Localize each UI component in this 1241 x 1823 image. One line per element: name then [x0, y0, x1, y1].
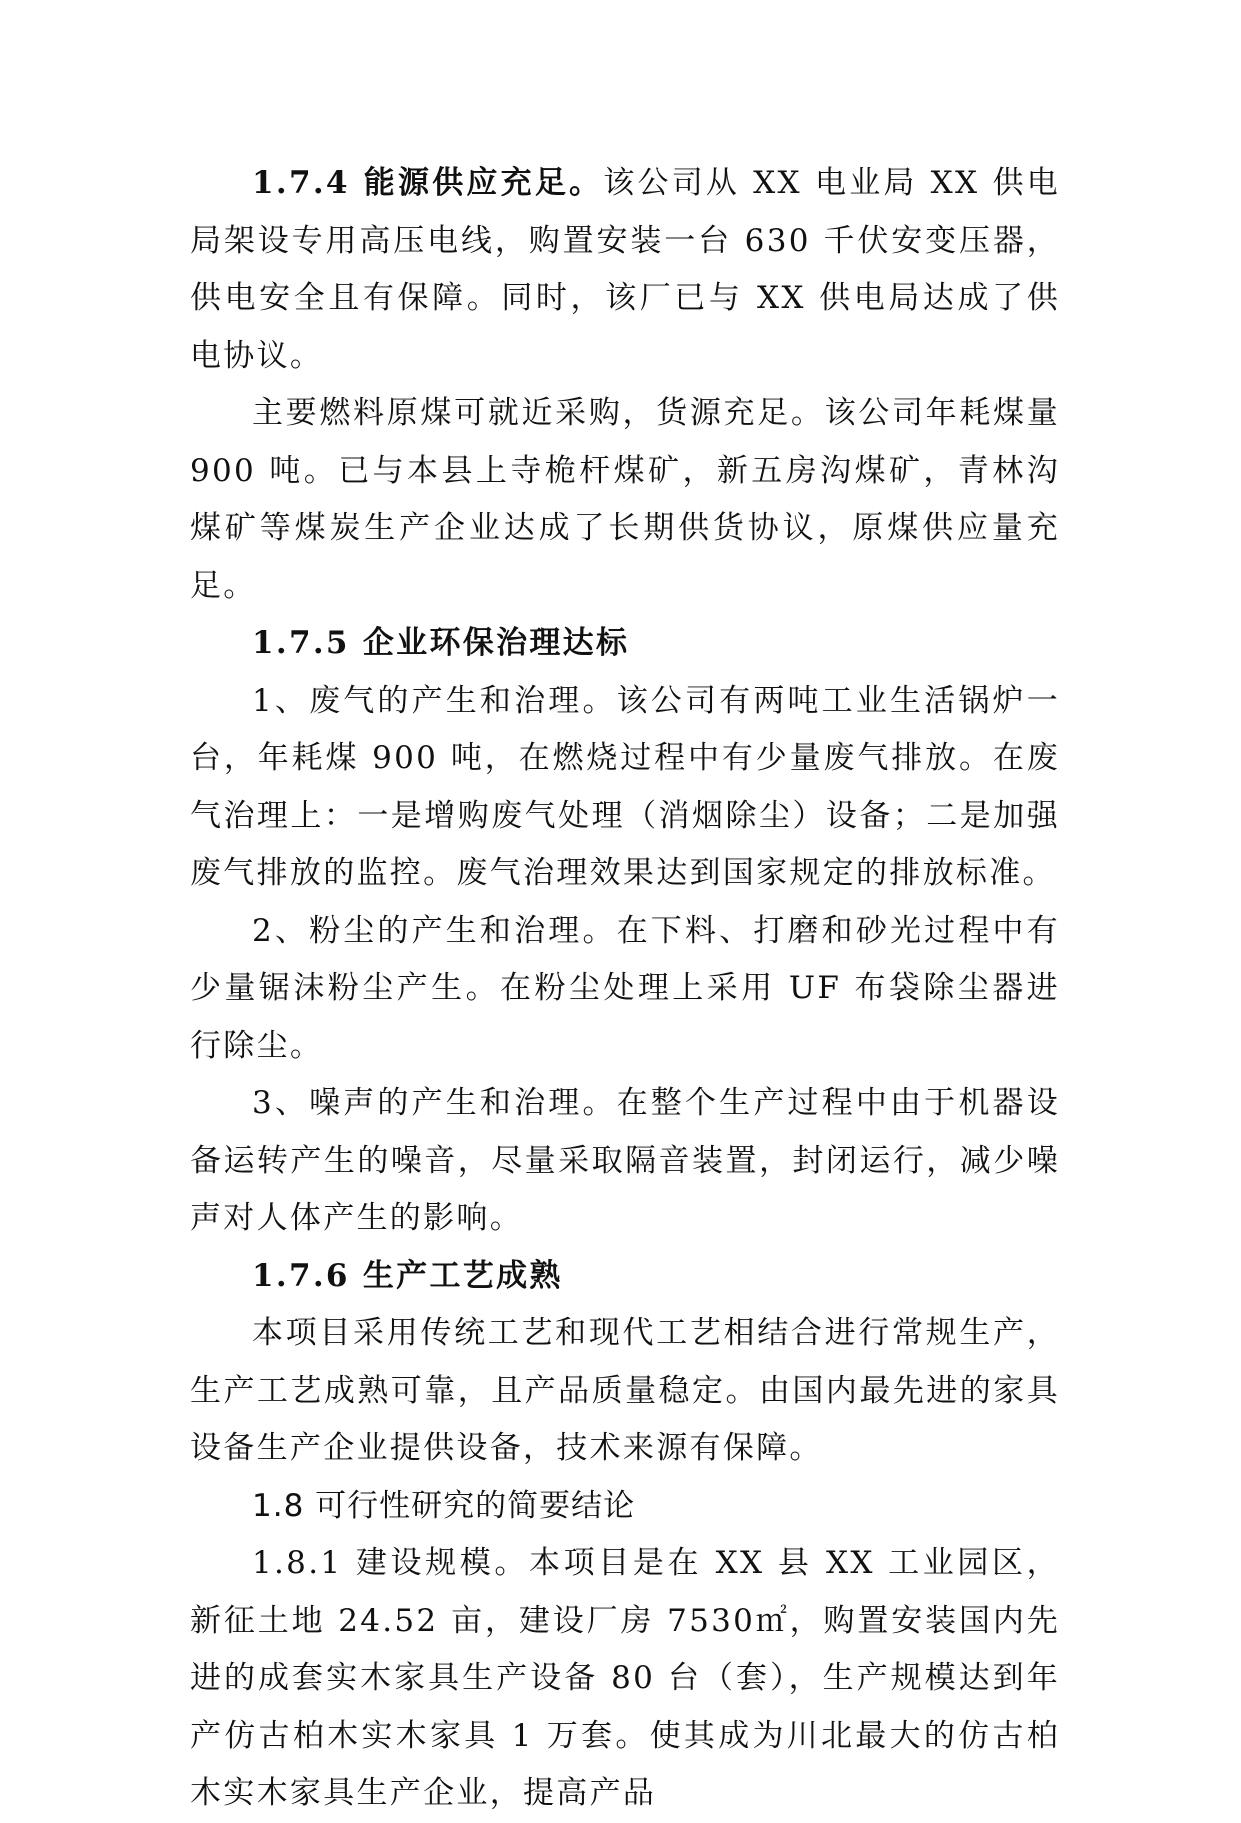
paragraph-energy-supply	[190, 155, 1060, 385]
paragraph-dust: 2、粉尘的产生和治理。在下料、打磨和砂光过程中有少量锯沫粉尘产生。在粉尘处理上采用 UF 布袋除尘器进行除尘。	[190, 912, 1060, 1064]
paragraph-waste-gas: 1、废气的产生和治理。该公司有两吨工业生活锅炉一台，年耗煤 900 吨，在燃烧过程中有少量废气排放。在废气治理上：一是增购废气处理（消烟除尘）设备；二是加强废气排放的监控。废气治理效果达到国家规定的排放标准。	[190, 682, 1060, 891]
paragraph-noise: 3、噪声的产生和治理。在整个生产过程中由于机器设备运转产生的噪音，尽量采取隔音装置，封闭运行，减少噪声对人体产生的影响。	[190, 1085, 1060, 1236]
paragraph-construction-scale: 1.8.1 建设规模。本项目是在 XX 县 XX 工业园区，新征土地 24.52 亩，建设厂房 7530㎡，购置安装国内先进的成套实木家具生产设备 80 台（套），生产规模达到年产仿古柏木实木家具 1 万套。使其成为川北最大的仿古柏木实木家具生产企业，提高产品	[190, 1545, 1060, 1811]
section-1-7-6-heading: 1.7.6 生产工艺成熟	[252, 1257, 563, 1294]
paragraph-coal-supply: 主要燃料原煤可就近采购，货源充足。该公司年耗煤量 900 吨。已与本县上寺桅杆煤矿，新五房沟煤矿，青林沟煤矿等煤炭生产企业达成了长期供货协议，原煤供应量充足。	[190, 395, 1060, 604]
document-page	[190, 155, 1060, 1823]
section-1-7-5-heading: 1.7.5 企业环保治理达标	[252, 625, 630, 661]
paragraph-energy-supply-text: 该公司从 XX 电业局 XX 供电局架设专用高压电线，购置安装一台 630 千伏安变压器，供电安全且有保障。同时，该厂已与 XX 供电局达成了供电协议。	[190, 165, 1060, 374]
paragraph-process: 本项目采用传统工艺和现代工艺相结合进行常规生产，生产工艺成熟可靠，且产品质量稳定。由国内最先进的家具设备生产企业提供设备，技术来源有保障。	[190, 1315, 1060, 1466]
section-1-8-heading: 1.8 可行性研究的简要结论	[252, 1487, 636, 1524]
section-1-7-4-lead: 1.7.4 能源供应充足。	[252, 165, 604, 201]
